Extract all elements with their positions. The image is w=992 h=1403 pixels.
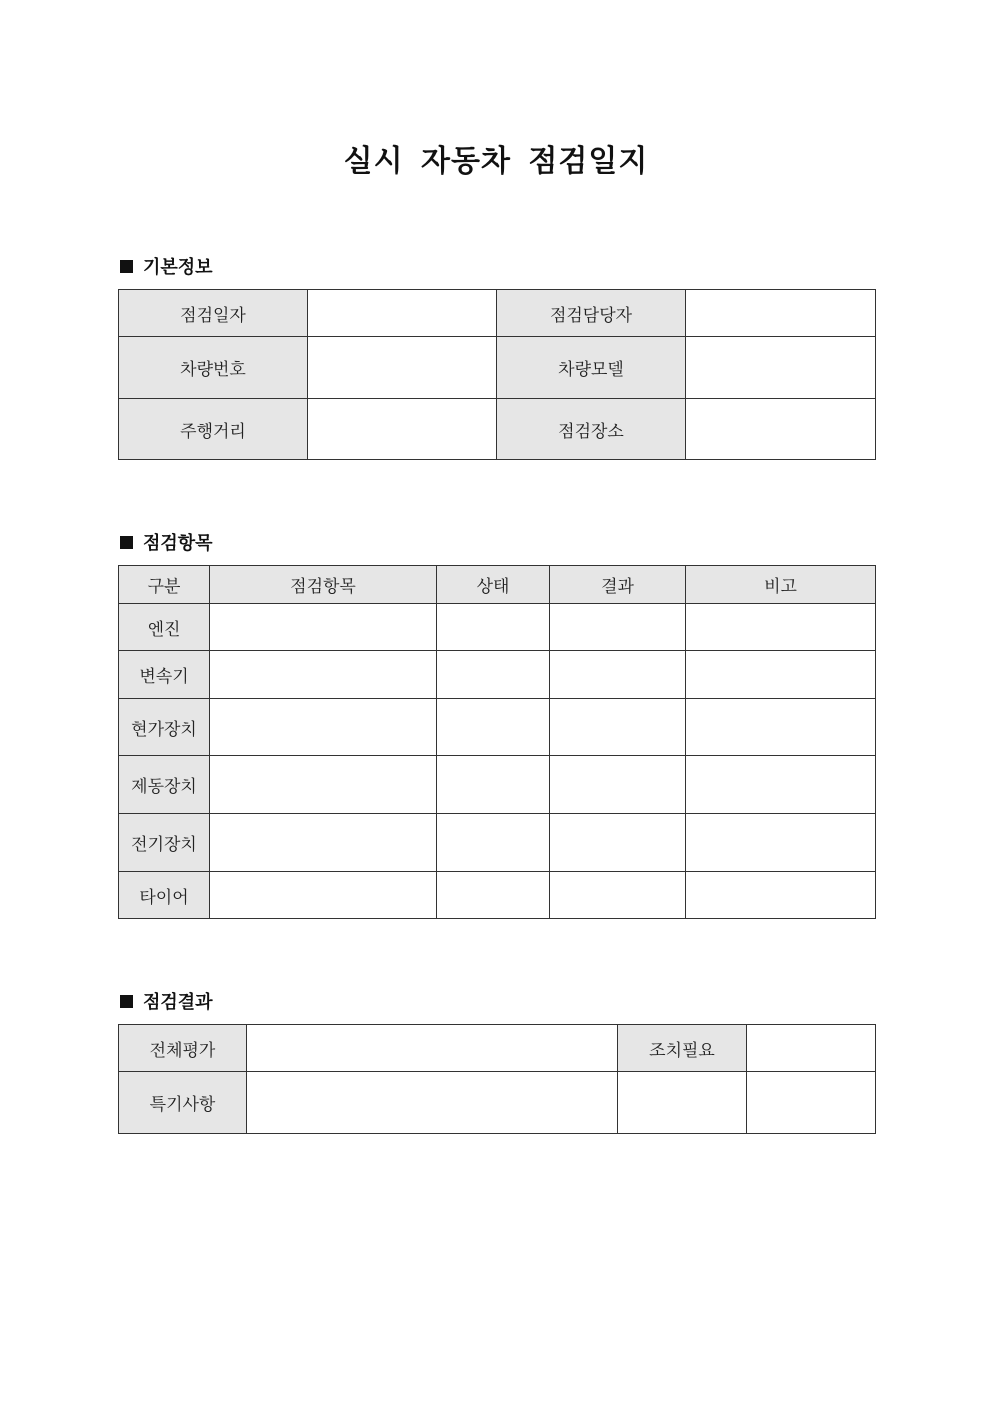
blank-cell[interactable] (618, 1072, 747, 1134)
column-header-remarks: 비고 (686, 566, 876, 604)
table-row (119, 604, 876, 651)
section-heading-label: 점검항목 (143, 533, 213, 554)
table-row (119, 337, 876, 399)
black-square-icon (120, 995, 133, 1008)
item-cell[interactable] (210, 651, 437, 699)
section-heading-inspection-result (120, 988, 213, 1014)
inspection-location-field[interactable] (686, 399, 876, 460)
result-cell[interactable] (550, 756, 686, 814)
status-cell[interactable] (437, 814, 550, 872)
label-vehicle-number: 차량번호 (119, 337, 308, 399)
column-header-item: 점검항목 (210, 566, 437, 604)
remarks-cell[interactable] (686, 699, 876, 756)
table-row (119, 651, 876, 699)
status-cell[interactable] (437, 604, 550, 651)
label-action-required: 조치필요 (618, 1025, 747, 1072)
result-cell[interactable] (550, 814, 686, 872)
result-cell[interactable] (550, 604, 686, 651)
table-row (119, 699, 876, 756)
item-cell[interactable] (210, 699, 437, 756)
inspection-date-field[interactable] (308, 290, 497, 337)
status-cell[interactable] (437, 872, 550, 919)
label-mileage: 주행거리 (119, 399, 308, 460)
vehicle-model-field[interactable] (686, 337, 876, 399)
inspector-field[interactable] (686, 290, 876, 337)
status-cell[interactable] (437, 699, 550, 756)
section-heading-label: 점검결과 (143, 992, 213, 1013)
label-inspection-date: 점검일자 (119, 290, 308, 337)
section-heading-label: 기본정보 (143, 257, 213, 278)
item-cell[interactable] (210, 814, 437, 872)
status-cell[interactable] (437, 651, 550, 699)
row-label-suspension: 현가장치 (119, 699, 210, 756)
status-cell[interactable] (437, 756, 550, 814)
column-header-result: 결과 (550, 566, 686, 604)
table-header-row (119, 566, 876, 604)
result-cell[interactable] (550, 699, 686, 756)
document-title: 실시 자동차 점검일지 (343, 144, 649, 179)
column-header-status: 상태 (437, 566, 550, 604)
label-inspector: 점검담당자 (497, 290, 686, 337)
row-label-electrical: 전기장치 (119, 814, 210, 872)
item-cell[interactable] (210, 872, 437, 919)
vehicle-number-field[interactable] (308, 337, 497, 399)
column-header-category: 구분 (119, 566, 210, 604)
item-cell[interactable] (210, 756, 437, 814)
label-special-notes: 특기사항 (119, 1072, 247, 1134)
overall-evaluation-field[interactable] (247, 1025, 618, 1072)
inspection-result-table (118, 1024, 876, 1134)
table-row (119, 756, 876, 814)
remarks-cell[interactable] (686, 872, 876, 919)
item-cell[interactable] (210, 604, 437, 651)
action-required-field[interactable] (747, 1025, 876, 1072)
table-row (119, 1072, 876, 1134)
remarks-cell[interactable] (686, 814, 876, 872)
table-row (119, 872, 876, 919)
remarks-cell[interactable] (686, 756, 876, 814)
table-row (119, 814, 876, 872)
inspection-items-table (118, 565, 876, 919)
row-label-brakes: 제동장치 (119, 756, 210, 814)
row-label-engine: 엔진 (119, 604, 210, 651)
special-notes-field[interactable] (247, 1072, 618, 1134)
black-square-icon (120, 536, 133, 549)
section-heading-inspection-items (120, 529, 213, 555)
blank-cell[interactable] (747, 1072, 876, 1134)
mileage-field[interactable] (308, 399, 497, 460)
table-row (119, 399, 876, 460)
table-row (119, 290, 876, 337)
section-heading-basic-info (120, 253, 213, 279)
basic-info-table (118, 289, 876, 460)
row-label-transmission: 변속기 (119, 651, 210, 699)
table-row (119, 1025, 876, 1072)
remarks-cell[interactable] (686, 651, 876, 699)
label-overall-evaluation: 전체평가 (119, 1025, 247, 1072)
label-inspection-location: 점검장소 (497, 399, 686, 460)
row-label-tires: 타이어 (119, 872, 210, 919)
label-vehicle-model: 차량모델 (497, 337, 686, 399)
result-cell[interactable] (550, 651, 686, 699)
remarks-cell[interactable] (686, 604, 876, 651)
black-square-icon (120, 260, 133, 273)
result-cell[interactable] (550, 872, 686, 919)
